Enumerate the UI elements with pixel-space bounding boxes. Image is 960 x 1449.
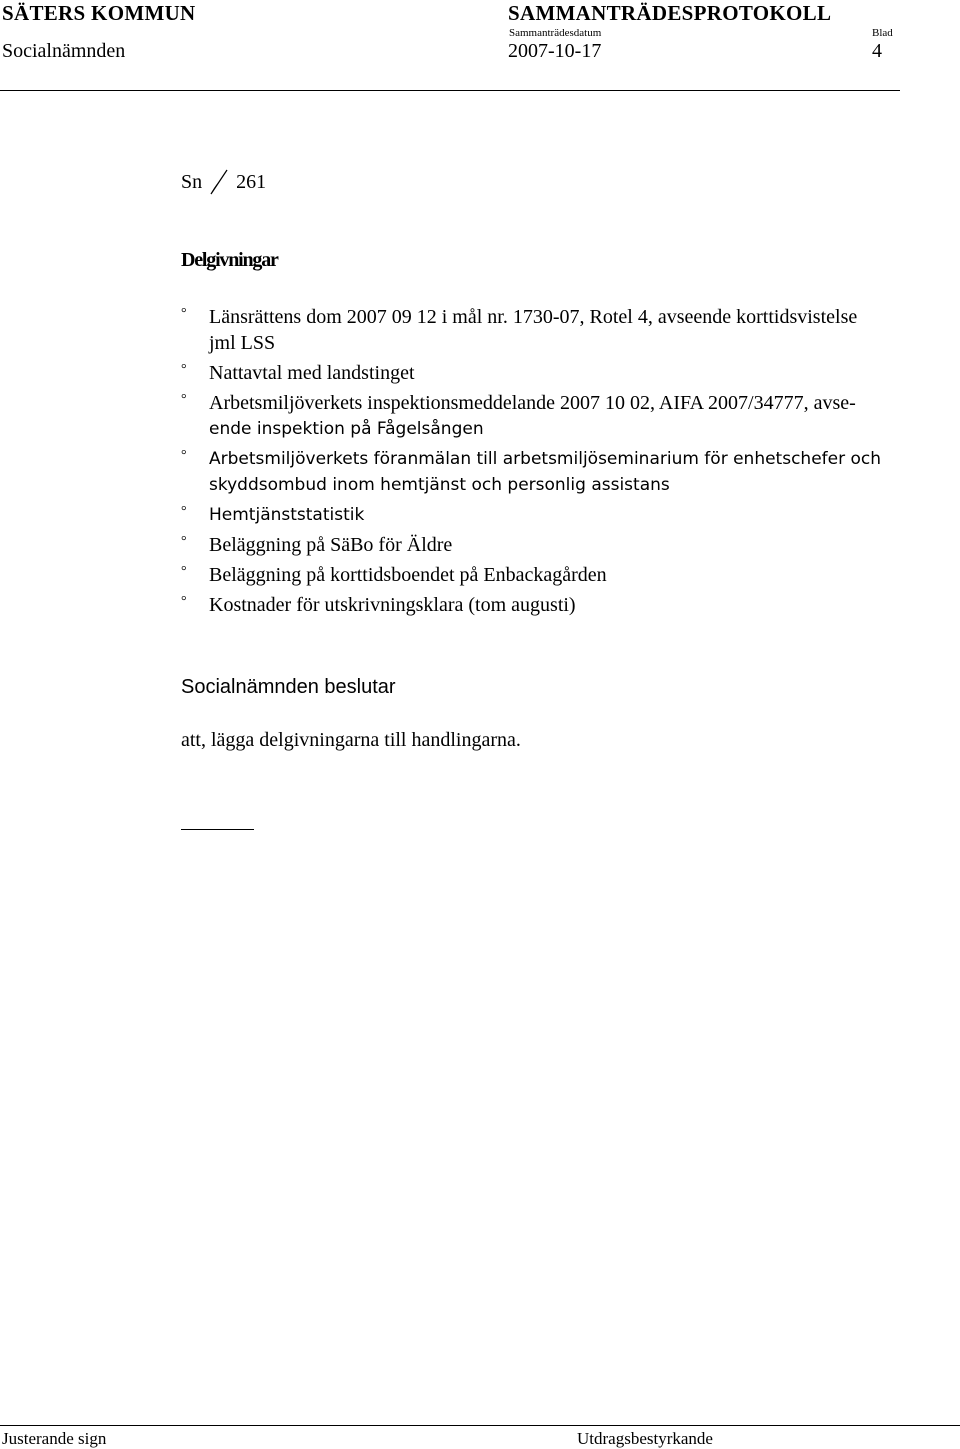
item-line: Nattavtal med landstinget [209, 362, 415, 384]
bullet-icon: ° [181, 392, 187, 407]
page-number: 4 [872, 40, 882, 62]
bullet-icon: ° [181, 504, 187, 519]
item-line: Arbetsmiljöverkets föranmälan till arbetsmiljöseminarium för enhetschefer och [209, 449, 882, 469]
footer-utdragsbestyrkande: Utdragsbestyrkande [577, 1429, 713, 1448]
paragraph-id [181, 168, 266, 196]
decision-text: att, lägga delgivningarna till handlingarna. [181, 729, 521, 751]
paragraph-number: 261 [236, 170, 267, 193]
footer-divider [0, 1425, 960, 1426]
bullet-icon: ° [181, 564, 187, 579]
item-line: Beläggning på SäBo för Äldre [209, 534, 453, 556]
list-item [181, 532, 951, 558]
bullet-icon: ° [181, 534, 187, 549]
document-type: SAMMANTRÄDESPROTOKOLL [508, 1, 832, 25]
meeting-date: 2007-10-17 [508, 40, 602, 62]
section-sign-icon [208, 168, 230, 196]
organization-name: SÄTERS KOMMUN [2, 1, 196, 25]
item-line: Arbetsmiljöverkets inspektionsmeddelande 2007 10 02, AIFA 2007/34777, avse- [209, 392, 856, 414]
list-item [181, 390, 951, 442]
footer-justerande-sign: Justerande sign [2, 1429, 107, 1448]
list-item [181, 562, 951, 588]
list-item [181, 592, 951, 618]
committee-name: Socialnämnden [2, 40, 126, 62]
item-line: jml LSS [209, 332, 276, 354]
list-item [181, 304, 951, 356]
bullet-icon: ° [181, 362, 187, 377]
page-caption: Blad [872, 27, 893, 39]
item-line: Länsrättens dom 2007 09 12 i mål nr. 1730-07, Rotel 4, avseende korttidsvistelse [209, 306, 858, 328]
list-item [181, 446, 951, 498]
paragraph-prefix: Sn [181, 170, 203, 193]
decision-heading: Socialnämnden beslutar [181, 676, 396, 698]
bullet-icon: ° [181, 594, 187, 609]
item-line: ende inspektion på Fågelsången [209, 419, 484, 439]
notification-list [181, 304, 951, 622]
item-line: Kostnader för utskrivningsklara (tom augusti) [209, 594, 576, 616]
date-caption: Sammanträdesdatum [509, 27, 602, 39]
bullet-icon: ° [181, 306, 187, 321]
end-divider [181, 829, 254, 830]
bullet-icon: ° [181, 448, 187, 463]
item-line: skyddsombud inom hemtjänst och personlig assistans [209, 475, 670, 495]
section-title: Delgivningar [181, 249, 278, 271]
list-item [181, 360, 951, 386]
header-divider [0, 90, 900, 91]
list-item [181, 502, 951, 528]
item-line: Hemtjänststatistik [209, 505, 365, 525]
item-line: Beläggning på korttidsboendet på Enbackagården [209, 564, 607, 586]
